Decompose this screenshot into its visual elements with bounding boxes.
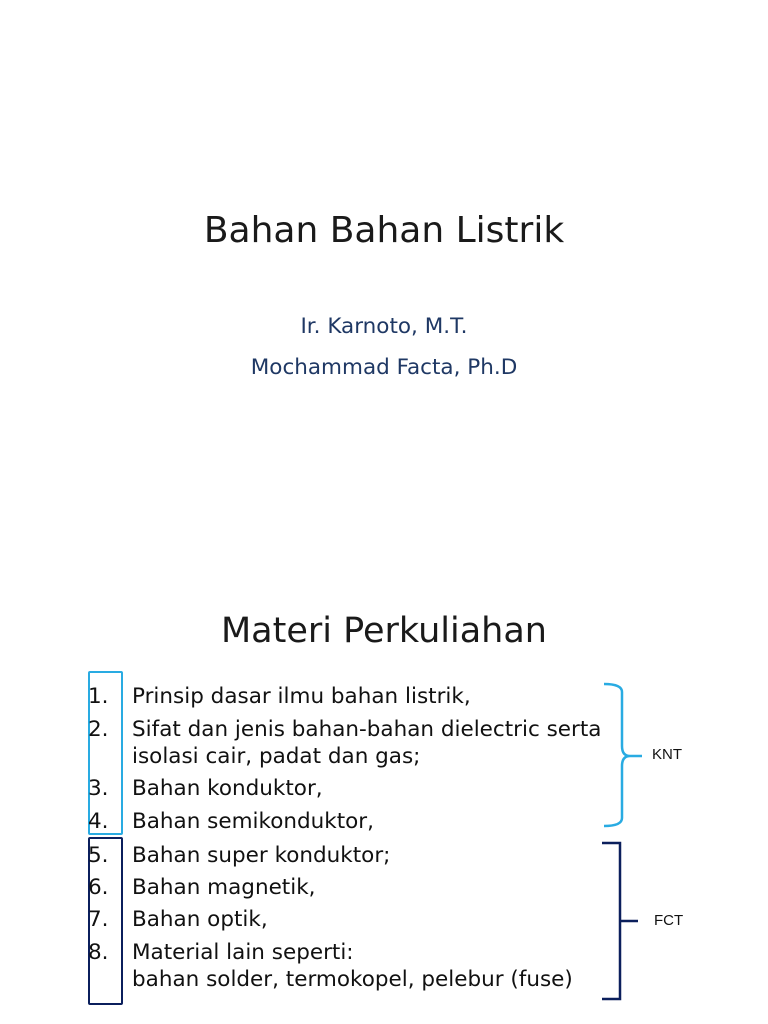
item-text: Bahan optik, [132,907,268,932]
list-item [88,681,471,712]
item-number: 1. [88,684,109,709]
item-number: 8. [88,940,109,965]
item-number: 7. [88,907,109,932]
item-text: Sifat dan jenis bahan-bahan dielectric serta [132,717,602,742]
slide-title: Bahan Bahan Listrik [203,210,565,251]
list-item [88,904,268,935]
author-name: Mochammad Facta, Ph.D [250,355,518,380]
knt-label: KNT [652,746,682,763]
item-text: Prinsip dasar ilmu bahan listrik, [132,684,471,709]
item-text-continuation: bahan solder, termokopel, pelebur (fuse) [132,967,573,992]
knt-brace-icon [598,680,644,830]
fct-label: FCT [654,912,684,929]
item-text: Material lain seperti: [132,940,354,965]
list-item [88,840,390,871]
slide-title: Materi Perkuliahan [220,611,547,651]
item-number: 4. [88,809,109,834]
item-text-continuation: isolasi cair, padat dan gas; [132,744,421,769]
item-number: 6. [88,875,109,900]
item-number: 3. [88,776,109,801]
item-number: 2. [88,717,109,742]
list-item [88,872,316,903]
list-item [88,773,323,804]
item-text: Bahan konduktor, [132,776,323,801]
item-text: Bahan super konduktor; [132,843,391,868]
list-item [88,806,374,837]
author-name: Ir. Karnoto, M.T. [300,314,468,339]
course-content-slide [0,540,768,1024]
item-text: Bahan magnetik, [132,875,316,900]
item-number: 5. [88,843,109,868]
fct-brace-icon [598,840,644,1004]
item-text: Bahan semikonduktor, [132,809,374,834]
